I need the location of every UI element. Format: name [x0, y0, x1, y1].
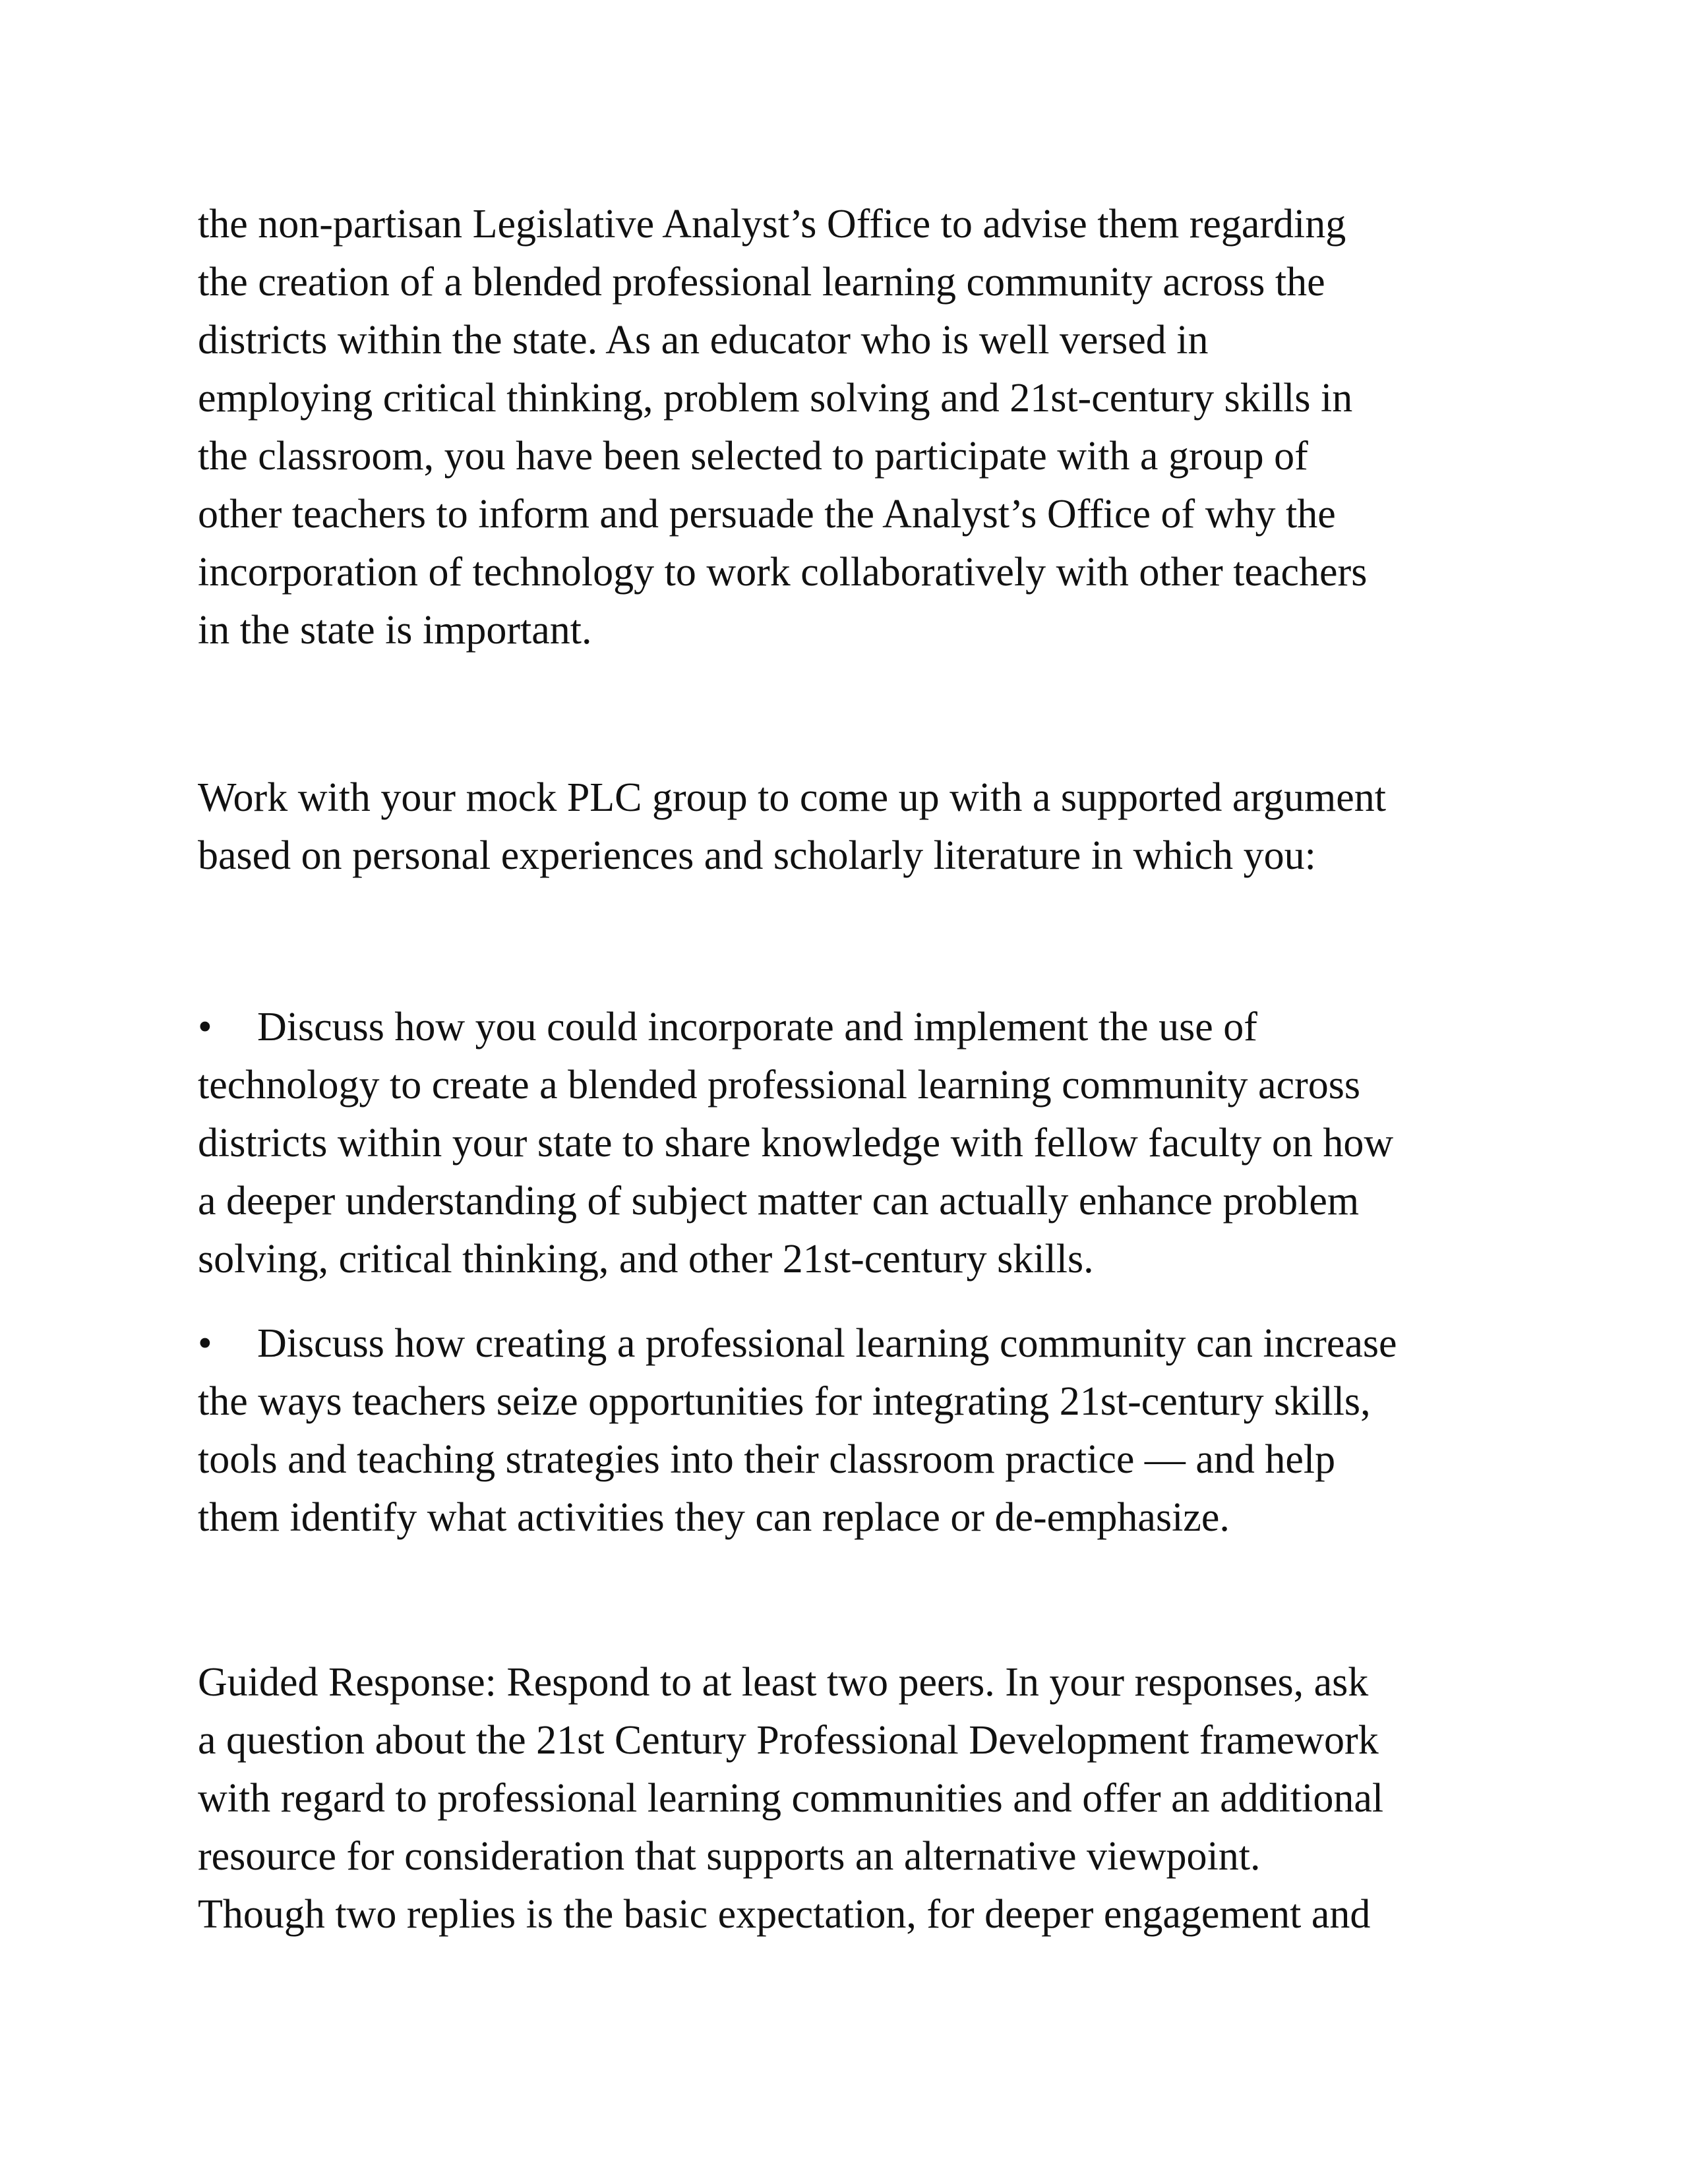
text-line: districts within your state to share knowledge with fellow faculty on how	[198, 1121, 1394, 1166]
bullet-list	[198, 998, 1517, 1573]
text-line: incorporation of technology to work collaboratively with other teachers	[198, 550, 1368, 595]
text-line: with regard to professional learning communities and offer an additional	[198, 1776, 1384, 1821]
text-line: Discuss how creating a professional learning community can increase	[257, 1321, 1397, 1366]
text-line: Work with your mock PLC group to come up with a supported argument	[198, 775, 1386, 820]
bullet-item	[198, 1314, 1517, 1547]
text-line: based on personal experiences and scholarly literature in which you:	[198, 833, 1316, 878]
text-line: a deeper understanding of subject matter can actually enhance problem	[198, 1179, 1360, 1224]
text-line: Discuss how you could incorporate and implement the use of	[257, 1005, 1257, 1049]
paragraph-instructions	[198, 769, 1517, 885]
text-line: other teachers to inform and persuade the Analyst’s Office of why the	[198, 492, 1336, 537]
bullet-item	[198, 998, 1517, 1288]
text-line: the non-partisan Legislative Analyst’s Office to advise them regarding	[198, 202, 1346, 247]
text-line: the creation of a blended professional learning community across the	[198, 260, 1325, 305]
bullet-first-line	[198, 998, 1517, 1056]
text-line: Guided Response: Respond to at least two peers. In your responses, ask	[198, 1660, 1369, 1705]
text-line: Though two replies is the basic expectation, for deeper engagement and	[198, 1892, 1371, 1937]
text-line: the classroom, you have been selected to participate with a group of	[198, 434, 1308, 479]
paragraph-guided-response	[198, 1653, 1517, 1943]
text-line: districts within the state. As an educator who is well versed in	[198, 318, 1209, 363]
paragraph-context	[198, 195, 1517, 659]
text-line: a question about the 21st Century Professional Development framework	[198, 1718, 1379, 1763]
text-line: resource for consideration that supports an alternative viewpoint.	[198, 1834, 1261, 1879]
bullet-marker: •	[198, 1005, 212, 1049]
text-line: tools and teaching strategies into their classroom practice — and help	[198, 1437, 1336, 1482]
text-line: solving, critical thinking, and other 21st-century skills.	[198, 1237, 1094, 1282]
text-line: in the state is important.	[198, 608, 592, 653]
bullet-first-line	[198, 1314, 1517, 1372]
text-line: the ways teachers seize opportunities for integrating 21st-century skills,	[198, 1379, 1371, 1424]
text-line: employing critical thinking, problem solving and 21st-century skills in	[198, 376, 1353, 421]
text-line: them identify what activities they can replace or de-emphasize.	[198, 1495, 1230, 1540]
bullet-marker: •	[198, 1321, 212, 1366]
text-line: technology to create a blended professional learning community across	[198, 1063, 1360, 1107]
